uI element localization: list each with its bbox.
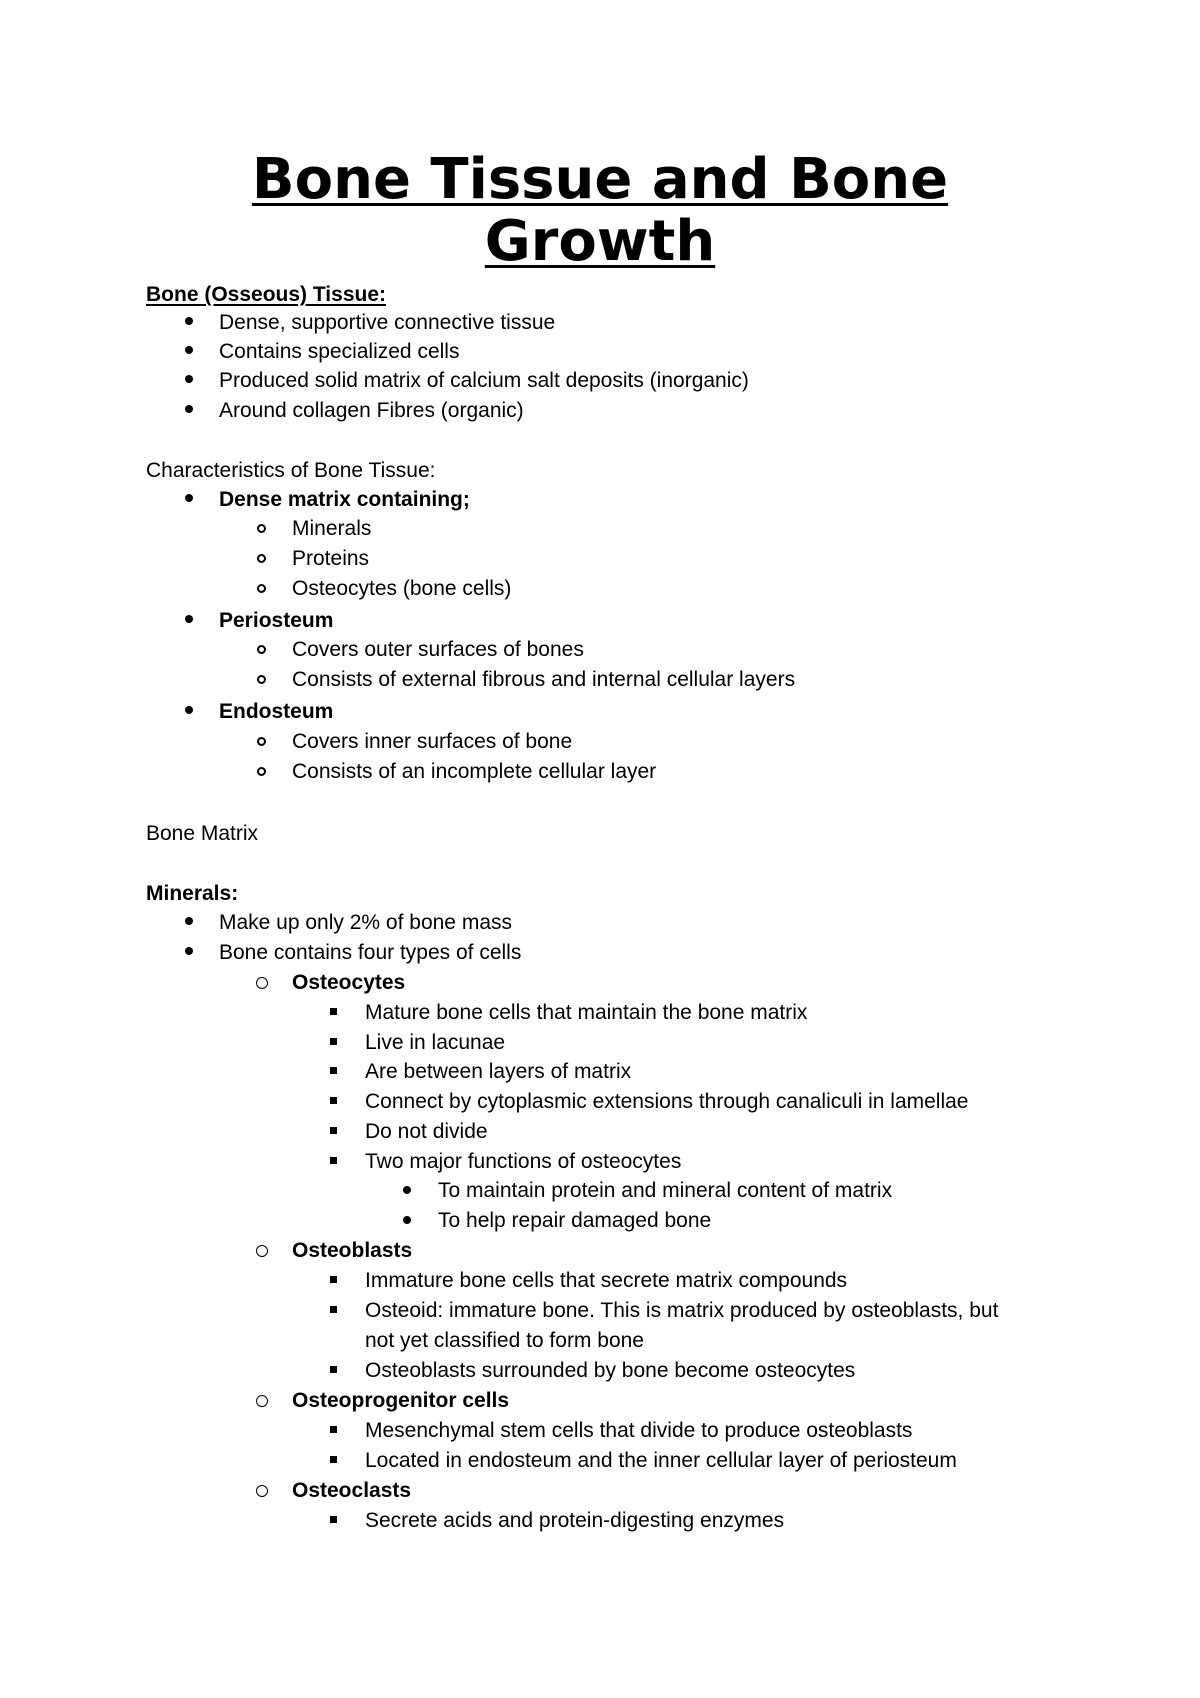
list-item: Contains specialized cells [219,340,460,363]
page-title-line-1: Bone Tissue and Bone [251,147,949,212]
square-bullet-icon [330,1157,337,1164]
square-bullet-icon [330,1306,337,1313]
list-item: Osteocytes (bone cells) [292,577,512,600]
list-item: Do not divide [365,1120,488,1143]
list-item: Minerals [292,517,372,540]
circle-bullet-icon [257,737,266,746]
circle-bullet-icon [256,977,268,989]
bullet-icon [185,405,193,413]
bullet-icon [185,947,193,955]
list-item: Bone contains four types of cells [219,941,522,964]
circle-bullet-icon [257,675,266,684]
page-title-line-2: Growth [484,209,716,274]
bullet-icon [403,1216,411,1224]
list-item: Covers outer surfaces of bones [292,638,584,661]
list-item: Around collagen Fibres (organic) [219,399,524,422]
bullet-icon [185,494,193,502]
square-bullet-icon [330,1366,337,1373]
list-item-label: Dense matrix containing; [219,488,470,511]
list-item: Located in endosteum and the inner cellular layer of periosteum [365,1449,957,1472]
list-item: Consists of external fibrous and internal cellular layers [292,668,796,691]
circle-bullet-icon [257,584,266,593]
list-item: Mature bone cells that maintain the bone matrix [365,1001,808,1024]
square-bullet-icon [330,1067,337,1074]
square-bullet-icon [330,1276,337,1283]
list-item-label: Periosteum [219,609,334,632]
circle-bullet-icon [257,645,266,654]
circle-bullet-icon [256,1485,268,1497]
section-heading-characteristics: Characteristics of Bone Tissue: [146,459,436,482]
list-item: Proteins [292,547,370,570]
square-bullet-icon [330,1127,337,1134]
list-item: Osteoid: immature bone. This is matrix produced by osteoblasts, but [365,1299,999,1322]
list-item-label: Osteoblasts [292,1239,413,1262]
circle-bullet-icon [257,524,266,533]
list-item-label: Osteoprogenitor cells [292,1389,510,1412]
list-item: Osteoblasts surrounded by bone become osteocytes [365,1359,856,1382]
list-item: Two major functions of osteocytes [365,1150,682,1173]
bullet-icon [185,706,193,714]
list-item: Produced solid matrix of calcium salt deposits (inorganic) [219,369,749,392]
list-item-label: Osteoclasts [292,1479,412,1502]
bullet-icon [185,375,193,383]
list-item: To help repair damaged bone [438,1209,712,1232]
list-item-label: Endosteum [219,700,334,723]
list-item: Covers inner surfaces of bone [292,730,573,753]
list-item: Are between layers of matrix [365,1060,632,1083]
bullet-icon [185,317,193,325]
section-heading-minerals: Minerals: [146,882,239,905]
list-item: Connect by cytoplasmic extensions through canaliculi in lamellae [365,1090,969,1113]
bullet-icon [403,1186,411,1194]
circle-bullet-icon [257,767,266,776]
list-item: Secrete acids and protein-digesting enzymes [365,1509,785,1532]
circle-bullet-icon [256,1395,268,1407]
square-bullet-icon [330,1516,337,1523]
list-item: Consists of an incomplete cellular layer [292,760,657,783]
list-item-label: Osteocytes [292,971,406,994]
circle-bullet-icon [256,1245,268,1257]
circle-bullet-icon [257,554,266,563]
bullet-icon [185,346,193,354]
section-heading-bone-matrix: Bone Matrix [146,822,259,845]
square-bullet-icon [330,1426,337,1433]
list-item: To maintain protein and mineral content of matrix [438,1179,893,1202]
bullet-icon [185,917,193,925]
list-item: Dense, supportive connective tissue [219,311,556,334]
list-item: Immature bone cells that secrete matrix compounds [365,1269,848,1292]
list-item-continuation: not yet classified to form bone [365,1329,644,1352]
square-bullet-icon [330,1456,337,1463]
list-item: Live in lacunae [365,1031,506,1054]
list-item: Make up only 2% of bone mass [219,911,512,934]
square-bullet-icon [330,1008,337,1015]
bullet-icon [185,615,193,623]
square-bullet-icon [330,1038,337,1045]
list-item: Mesenchymal stem cells that divide to produce osteoblasts [365,1419,913,1442]
square-bullet-icon [330,1097,337,1104]
section-heading-osseous: Bone (Osseous) Tissue: [146,283,387,306]
